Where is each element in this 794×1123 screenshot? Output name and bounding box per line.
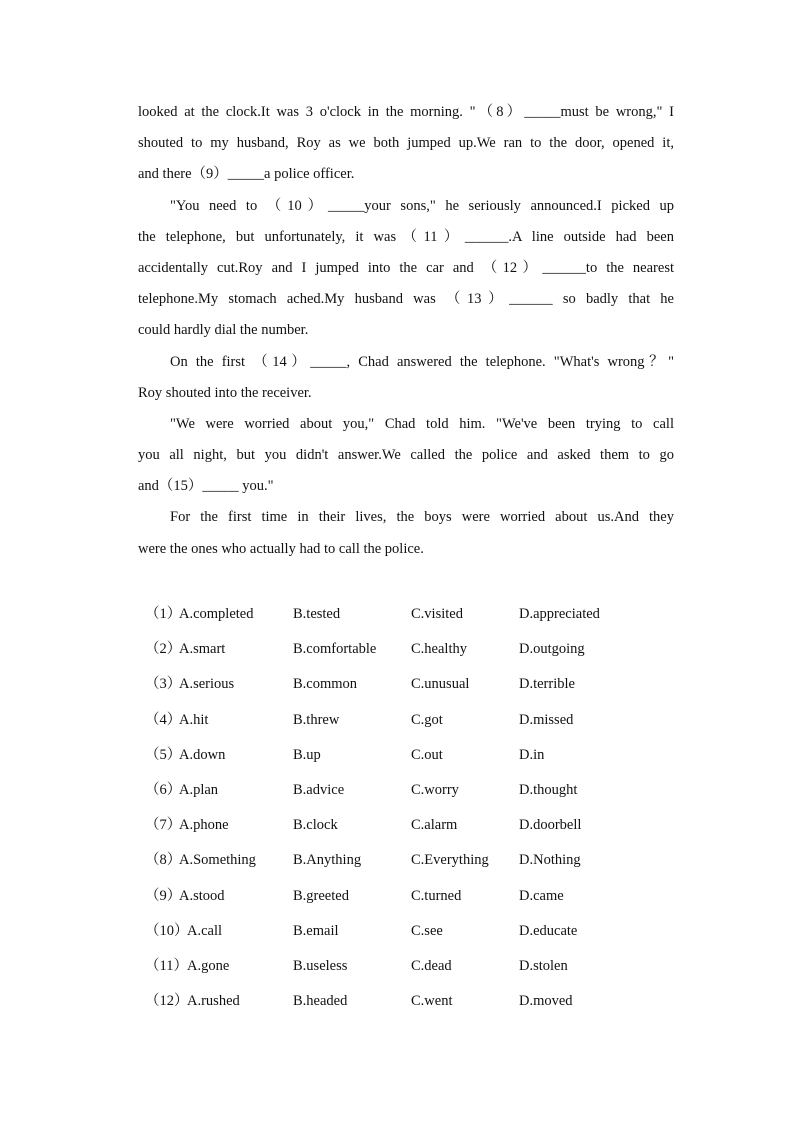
question-number: （8） (145, 852, 182, 869)
question-number: （11） (145, 957, 188, 974)
option-a: A.phone (179, 817, 229, 834)
passage-line: and there（9）_____a police officer. (138, 166, 355, 183)
option-c: C.Everything (411, 852, 489, 869)
question-number: （6） (145, 781, 182, 798)
option-a: A.gone (187, 957, 230, 974)
passage-line: telephone.My stomach ached.My husband was （13）______ so badly that he (138, 291, 674, 308)
question-number: （7） (145, 817, 182, 834)
passage-line: were the ones who actually had to call the police. (138, 540, 424, 557)
option-d: D.outgoing (519, 641, 585, 658)
option-row (145, 984, 665, 1019)
option-b: B.up (293, 746, 321, 763)
option-b: B.tested (293, 606, 341, 622)
option-c: C.went (411, 993, 453, 1010)
option-b: B.advice (293, 781, 345, 798)
passage-line: looked at the clock.It was 3 o'clock in the morning. "（8）_____must be wrong," I (138, 104, 674, 120)
option-d: D.stolen (519, 957, 568, 974)
option-row (145, 949, 665, 984)
option-c: C.worry (411, 781, 459, 798)
question-number: （3） (145, 676, 182, 693)
option-b: B.useless (293, 957, 348, 974)
passage-line: the telephone, but unfortunately, it was（11）______.A line outside had been (138, 228, 674, 245)
option-d: D.Nothing (519, 852, 581, 869)
option-c: C.turned (411, 887, 462, 904)
option-d: D.terrible (519, 676, 575, 693)
passage-text (138, 97, 674, 565)
option-d: D.doorbell (519, 817, 582, 834)
passage-line: For the first time in their lives, the boys were worried about us.And they (170, 509, 674, 526)
option-row (145, 703, 665, 738)
question-number: （12） (145, 993, 189, 1010)
option-b: B.email (293, 922, 339, 939)
option-c: C.out (411, 746, 443, 763)
option-a: A.stood (179, 887, 225, 904)
passage-line: shouted to my husband, Roy as we both jumped up.We ran to the door, opened it, (138, 135, 674, 152)
question-number: （4） (145, 711, 182, 728)
passage-line: accidentally cut.Roy and I jumped into the car and （12）______to the nearest (138, 259, 674, 276)
option-d: D.came (519, 887, 564, 904)
option-b: B.clock (293, 817, 338, 834)
option-row (145, 632, 665, 667)
option-row (145, 773, 665, 808)
option-a: A.plan (179, 781, 219, 798)
option-row (145, 879, 665, 914)
option-b: B.Anything (293, 852, 362, 869)
option-d: D.in (519, 746, 545, 763)
option-a: A.completed (179, 606, 254, 622)
option-d: D.thought (519, 781, 578, 798)
option-row (145, 597, 665, 632)
option-a: A.smart (179, 641, 226, 658)
passage-line: On the first （14）_____, Chad answered the telephone. "What's wrong？" (170, 353, 674, 370)
option-c: C.healthy (411, 641, 467, 658)
option-c: C.see (411, 922, 443, 939)
option-a: A.Something (179, 852, 256, 869)
option-row (145, 667, 665, 702)
option-d: D.moved (519, 993, 573, 1010)
passage-line: "We were worried about you," Chad told him. "We've been trying to call (170, 415, 674, 432)
option-b: B.greeted (293, 887, 349, 904)
passage-line: "You need to （10）_____your sons," he seriously announced.I picked up (170, 197, 674, 214)
question-number: （2） (145, 641, 182, 658)
option-d: D.educate (519, 922, 578, 939)
passage-line: Roy shouted into the receiver. (138, 384, 312, 401)
option-row (145, 914, 665, 949)
option-c: C.visited (411, 606, 463, 622)
passage-line: you all night, but you didn't answer.We called the police and asked them to go (138, 447, 674, 464)
option-a: A.down (179, 746, 226, 763)
option-b: B.headed (293, 993, 348, 1010)
option-c: C.alarm (411, 817, 458, 834)
passage-line: could hardly dial the number. (138, 322, 309, 339)
option-c: C.got (411, 711, 443, 728)
option-b: B.threw (293, 711, 340, 728)
option-a: A.hit (179, 711, 209, 728)
question-number: （9） (145, 887, 182, 904)
option-row (145, 808, 665, 843)
option-b: B.common (293, 676, 358, 693)
option-row (145, 738, 665, 773)
option-row (145, 843, 665, 878)
question-number: （1） (145, 606, 182, 622)
option-d: D.missed (519, 711, 574, 728)
passage-line: and（15）_____ you." (138, 478, 274, 495)
option-c: C.unusual (411, 676, 470, 693)
option-a: A.serious (179, 676, 235, 693)
option-a: A.rushed (187, 993, 240, 1010)
question-number: （10） (145, 922, 189, 939)
option-c: C.dead (411, 957, 452, 974)
answer-options-table (145, 597, 665, 1019)
option-d: D.appreciated (519, 606, 600, 622)
option-b: B.comfortable (293, 641, 377, 658)
option-a: A.call (187, 922, 223, 939)
question-number: （5） (145, 746, 182, 763)
